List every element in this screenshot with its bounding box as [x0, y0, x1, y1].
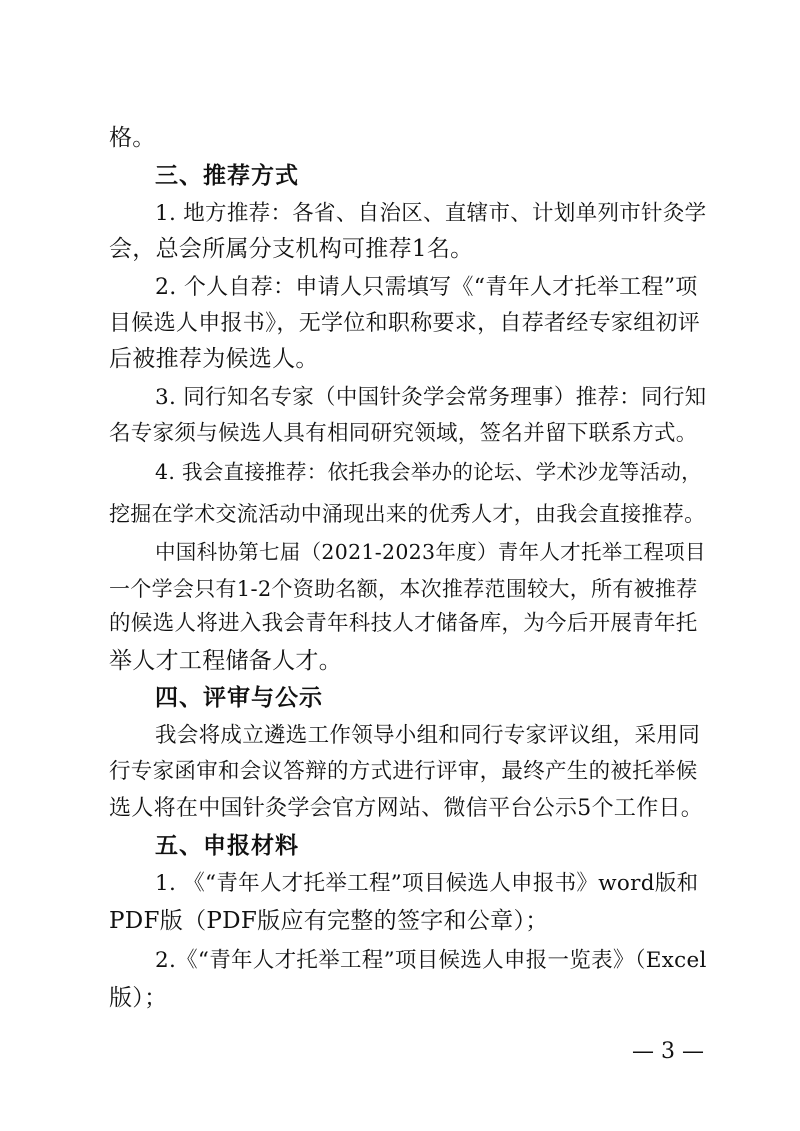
text-line: 选人将在中国针灸学会官方网站、微信平台公示5个工作日。 [109, 796, 704, 821]
text-line: 2. 个人自荐：申请人只需填写《“青年人才托举工程”项 [155, 275, 698, 300]
text-line: 一个学会只有1-2个资助名额，本次推荐范围较大，所有被推荐 [109, 577, 698, 601]
text-line: 格。 [109, 125, 156, 151]
text-line: 挖掘在学术交流活动中涌现出来的优秀人才，由我会直接推荐。 [109, 502, 706, 526]
text-line: 行专家函审和会议答辩的方式进行评审，最终产生的被托举候 [109, 759, 698, 784]
text-line: 后被推荐为候选人。 [109, 346, 319, 372]
text-line: 中国科协第七届（2021-2023年度）青年人才托举工程项目 [155, 540, 706, 564]
text-line: 1. 《“青年人才托举工程”项目候选人申报书》word版和 [155, 871, 699, 896]
text-line: PDF版（PDF版应有完整的签字和公章）； [109, 908, 549, 934]
text-line: 目候选人申报书》，无学位和职称要求，自荐者经专家组初评 [109, 311, 701, 336]
text-line: 的候选人将进入我会青年科技人才储备库，为今后开展青年托 [109, 611, 698, 636]
text-line: 举人才工程储备人才。 [109, 648, 342, 674]
text-line: 3. 同行知名专家（中国针灸学会常务理事）推荐：同行知 [155, 385, 707, 410]
text-line: 1. 地方推荐：各省、自治区、直辖市、计划单列市针灸学 [155, 201, 707, 226]
text-line: 会，总会所属分支机构可推荐1名。 [109, 236, 474, 262]
section-heading: 四、评审与公示 [155, 685, 323, 711]
text-line: 我会将成立遴选工作领导小组和同行专家评议组，采用同 [155, 723, 701, 748]
text-line: 2.《“青年人才托举工程”项目候选人申报一览表》（Excel [155, 948, 707, 973]
text-line: 名专家须与候选人具有相同研究领域，签名并留下联系方式。 [109, 421, 698, 446]
text-line: 4. 我会直接推荐：依托我会举办的论坛、学术沙龙等活动， [155, 460, 702, 484]
text-line: 版）； [109, 985, 168, 1011]
section-heading: 五、申报材料 [155, 833, 299, 859]
page-number: — 3 — [632, 1039, 704, 1064]
section-heading: 三、推荐方式 [155, 163, 299, 189]
